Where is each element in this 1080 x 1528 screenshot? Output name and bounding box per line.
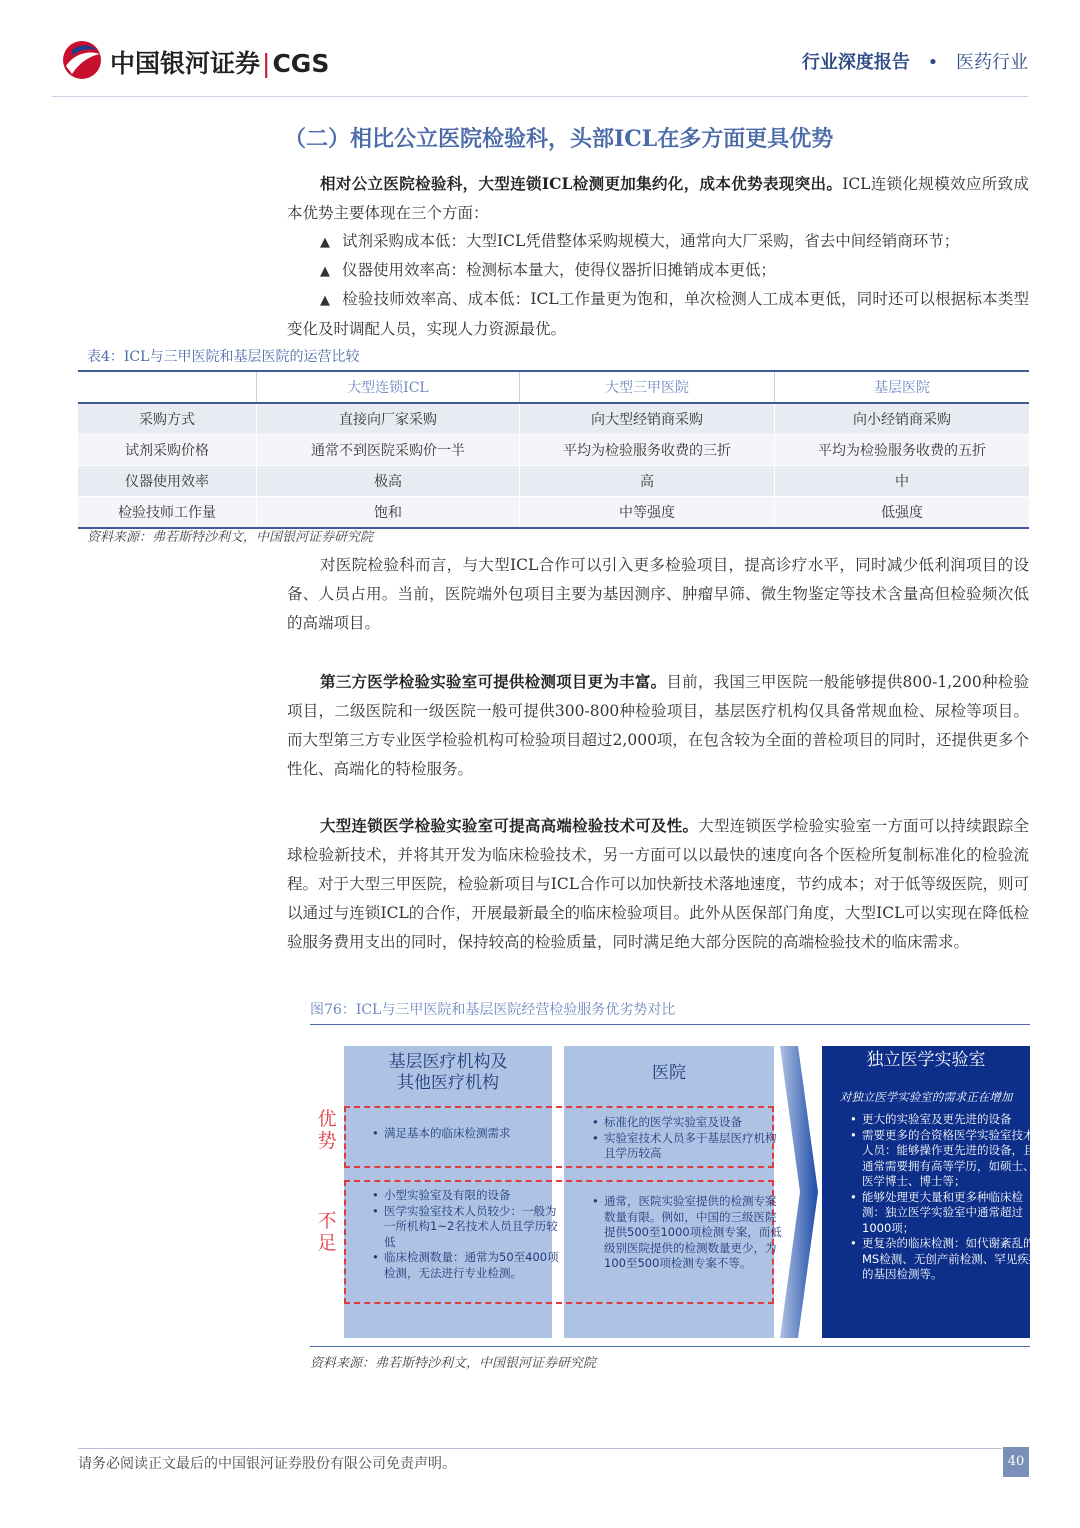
list-item: • 标准化的医学实验室及设备 [604, 1115, 784, 1131]
list-item: • 需要更多的合资格医学实验室技术人员：能够操作更先进的设备，且通常需要拥有高等学历，如硕士、医学博士、博士等； [862, 1128, 1042, 1190]
comparison-diagram [310, 1026, 1041, 1344]
table-cell: 试剂采购价格 [78, 435, 256, 466]
table-row [78, 497, 1029, 529]
header-category [802, 48, 1028, 74]
table-cell: 低强度 [774, 497, 1029, 529]
right-arrow-icon [780, 1046, 820, 1338]
paragraph-text: 目前，我国三甲医院一般能够提供800-1,200种检验项目，二级医院和一级医院一般可提供300-800种检验项目，基层医疗机构仅具备常规血检、尿检等项目。而大型第三方专业医学检验机构可检验项目超过2,000项，在包含较为全面的普检项目的同时，还提供更多个性化、高端化的特检服务。 [287, 673, 1029, 778]
triangle-icon: ▲ [320, 293, 331, 308]
hospital-disadvantages [588, 1194, 784, 1272]
table-header-cell: 大型连锁ICL [256, 371, 519, 403]
section-title: （二）相比公立医院检验科，头部ICL在多方面更具优势 [284, 126, 834, 152]
table-header-row [78, 371, 1029, 403]
column-title: 基层医疗机构及 其他医疗机构 [388, 1052, 508, 1093]
intro-text: ICL连锁化规模效应所致成本优势主要体现在三个方面： [287, 175, 1029, 222]
figure-bottom-rule [310, 1346, 1030, 1347]
list-item: • 更大的实验室及更先进的设备 [862, 1112, 1042, 1128]
company-logo [62, 40, 352, 82]
column-subtitle: 对独立医学实验室的需求正在增加 [839, 1090, 1013, 1104]
paragraph-bold: 第三方医学检验实验室可提供检测项目更为丰富。 [320, 672, 667, 691]
logo-text: 中国银河证券|CGS [110, 49, 330, 78]
header-dot: • [927, 52, 939, 73]
galaxy-logo-icon [62, 40, 102, 80]
intro-paragraph [287, 169, 1029, 228]
table-header-cell: 大型三甲医院 [519, 371, 774, 403]
table-cell: 向小经销商采购 [774, 403, 1029, 435]
figure-caption: 图76：ICL与三甲医院和基层医院经营检验服务优劣势对比 [310, 1002, 676, 1018]
table-cell: 中等强度 [519, 497, 774, 529]
table-header-cell: 基层医院 [774, 371, 1029, 403]
list-item: • 通常，医院实验室提供的检测专案数量有限。例如，中国的三级医院提供500至1000项检测专案，而低级别医院提供的检测数量更少，为100至500项检测专案不等。 [604, 1194, 784, 1272]
bullet-text: 仪器使用效率高：检测标本量大，使得仪器折旧摊销成本更低； [342, 261, 777, 279]
intro-bold: 相对公立医院检验科，大型连锁ICL检测更加集约化，成本优势表现突出。 [320, 174, 843, 193]
advantage-label: 优势 [317, 1108, 337, 1152]
industry-label: 医药行业 [956, 52, 1028, 73]
table-cell: 饱和 [256, 497, 519, 529]
icl-points [846, 1112, 1042, 1283]
table-row [78, 466, 1029, 497]
column-title: 医院 [652, 1063, 686, 1083]
bullet-text: 试剂采购成本低：大型ICL凭借整体采购规模大，通常向大厂采购，省去中间经销商环节； [342, 232, 960, 250]
table-cell: 向大型经销商采购 [519, 403, 774, 435]
table-cell: 极高 [256, 466, 519, 497]
bullet-item [287, 227, 1029, 257]
table-row [78, 435, 1029, 466]
list-item: • 满足基本的临床检测需求 [384, 1126, 564, 1142]
table-cell: 中 [774, 466, 1029, 497]
figure-source: 资料来源：弗若斯特沙利文，中国银河证券研究院 [310, 1356, 597, 1371]
body-paragraph [287, 667, 1029, 784]
table-caption: 表4：ICL与三甲医院和基层医院的运营比较 [87, 349, 360, 365]
bullet-item [287, 285, 1029, 344]
header-divider [52, 96, 1028, 97]
triangle-icon: ▲ [320, 264, 330, 279]
table-cell: 仪器使用效率 [78, 466, 256, 497]
table-row [78, 403, 1029, 435]
page-number: 40 [1003, 1447, 1029, 1477]
figure-top-rule [310, 1024, 1030, 1025]
bullet-item [287, 256, 1029, 286]
table-cell: 检验技师工作量 [78, 497, 256, 529]
body-paragraph [287, 551, 1029, 638]
footer-disclaimer: 请务必阅读正文最后的中国银河证券股份有限公司免责声明。 [78, 1456, 456, 1472]
paragraph-bold: 大型连锁医学检验实验室可提高高端检验技术可及性。 [320, 816, 699, 835]
table-header-cell [78, 371, 256, 403]
table-cell: 采购方式 [78, 403, 256, 435]
body-paragraph [287, 811, 1029, 957]
table-cell: 直接向厂家采购 [256, 403, 519, 435]
list-item: • 能够处理更大量和更多种临床检测：独立医学实验室中通常超过1000项； [862, 1190, 1042, 1237]
list-item: • 医学实验室技术人员较少：一般为一所机构1~2名技术人员且学历较低 [384, 1204, 564, 1251]
paragraph-text: 大型连锁医学检验实验室一方面可以持续跟踪全球检验新技术，并将其开发为临床检验技术，另一方面可以以最快的速度向各个医检所复制标准化的检验流程。对于大型三甲医院，检验新项目与ICL合作可以加快新技术落地速度，节约成本；对于低等级医院，则可以通过与连锁ICL的合作，开展最新最全的临床检验项目。此外从医保部门角度，大型ICL可以实现在降低检验服务费用支出的同时，保持较高的检验质量，同时满足绝大部分医院的高端检验技术的临床需求。 [287, 817, 1029, 951]
hospital-advantages [588, 1115, 784, 1162]
list-item: • 临床检测数量：通常为50至400项检测，无法进行专业检测。 [384, 1250, 564, 1281]
bullet-text: 检验技师效率高、成本低：ICL工作量更为饱和，单次检测人工成本更低，同时还可以根据标本类型变化及时调配人员，实现人力资源最优。 [287, 290, 1030, 338]
table-cell: 通常不到医院采购价一半 [256, 435, 519, 466]
paragraph-text: 对医院检验科而言，与大型ICL合作可以引入更多检验项目，提高诊疗水平，同时减少低利润项目的设备、人员占用。当前，医院端外包项目主要为基因测序、肿瘤早筛、微生物鉴定等技术含量高但检验频次低的高端项目。 [287, 556, 1029, 632]
column-title: 独立医学实验室 [866, 1050, 986, 1070]
icl-column [822, 1046, 1041, 1338]
table-cell: 高 [519, 466, 774, 497]
list-item: • 更复杂的临床检测：如代谢紊乱的MS检测、无创产前检测、罕见疾病的基因检测等。 [862, 1236, 1042, 1283]
table-cell: 平均为检验服务收费的三折 [519, 435, 774, 466]
grassroots-disadvantages [368, 1188, 564, 1281]
grassroots-advantages [368, 1126, 564, 1142]
report-type: 行业深度报告 [801, 52, 910, 73]
comparison-table [78, 370, 1029, 529]
triangle-icon: ▲ [320, 235, 330, 250]
table-source: 资料来源：弗若斯特沙利文，中国银河证券研究院 [87, 530, 374, 545]
table-cell: 平均为检验服务收费的五折 [774, 435, 1029, 466]
list-item: • 小型实验室及有限的设备 [384, 1188, 564, 1204]
list-item: • 实验室技术人员多于基层医疗机构且学历较高 [604, 1131, 784, 1162]
disadvantage-label: 不足 [317, 1210, 337, 1254]
footer-divider [78, 1448, 1002, 1449]
